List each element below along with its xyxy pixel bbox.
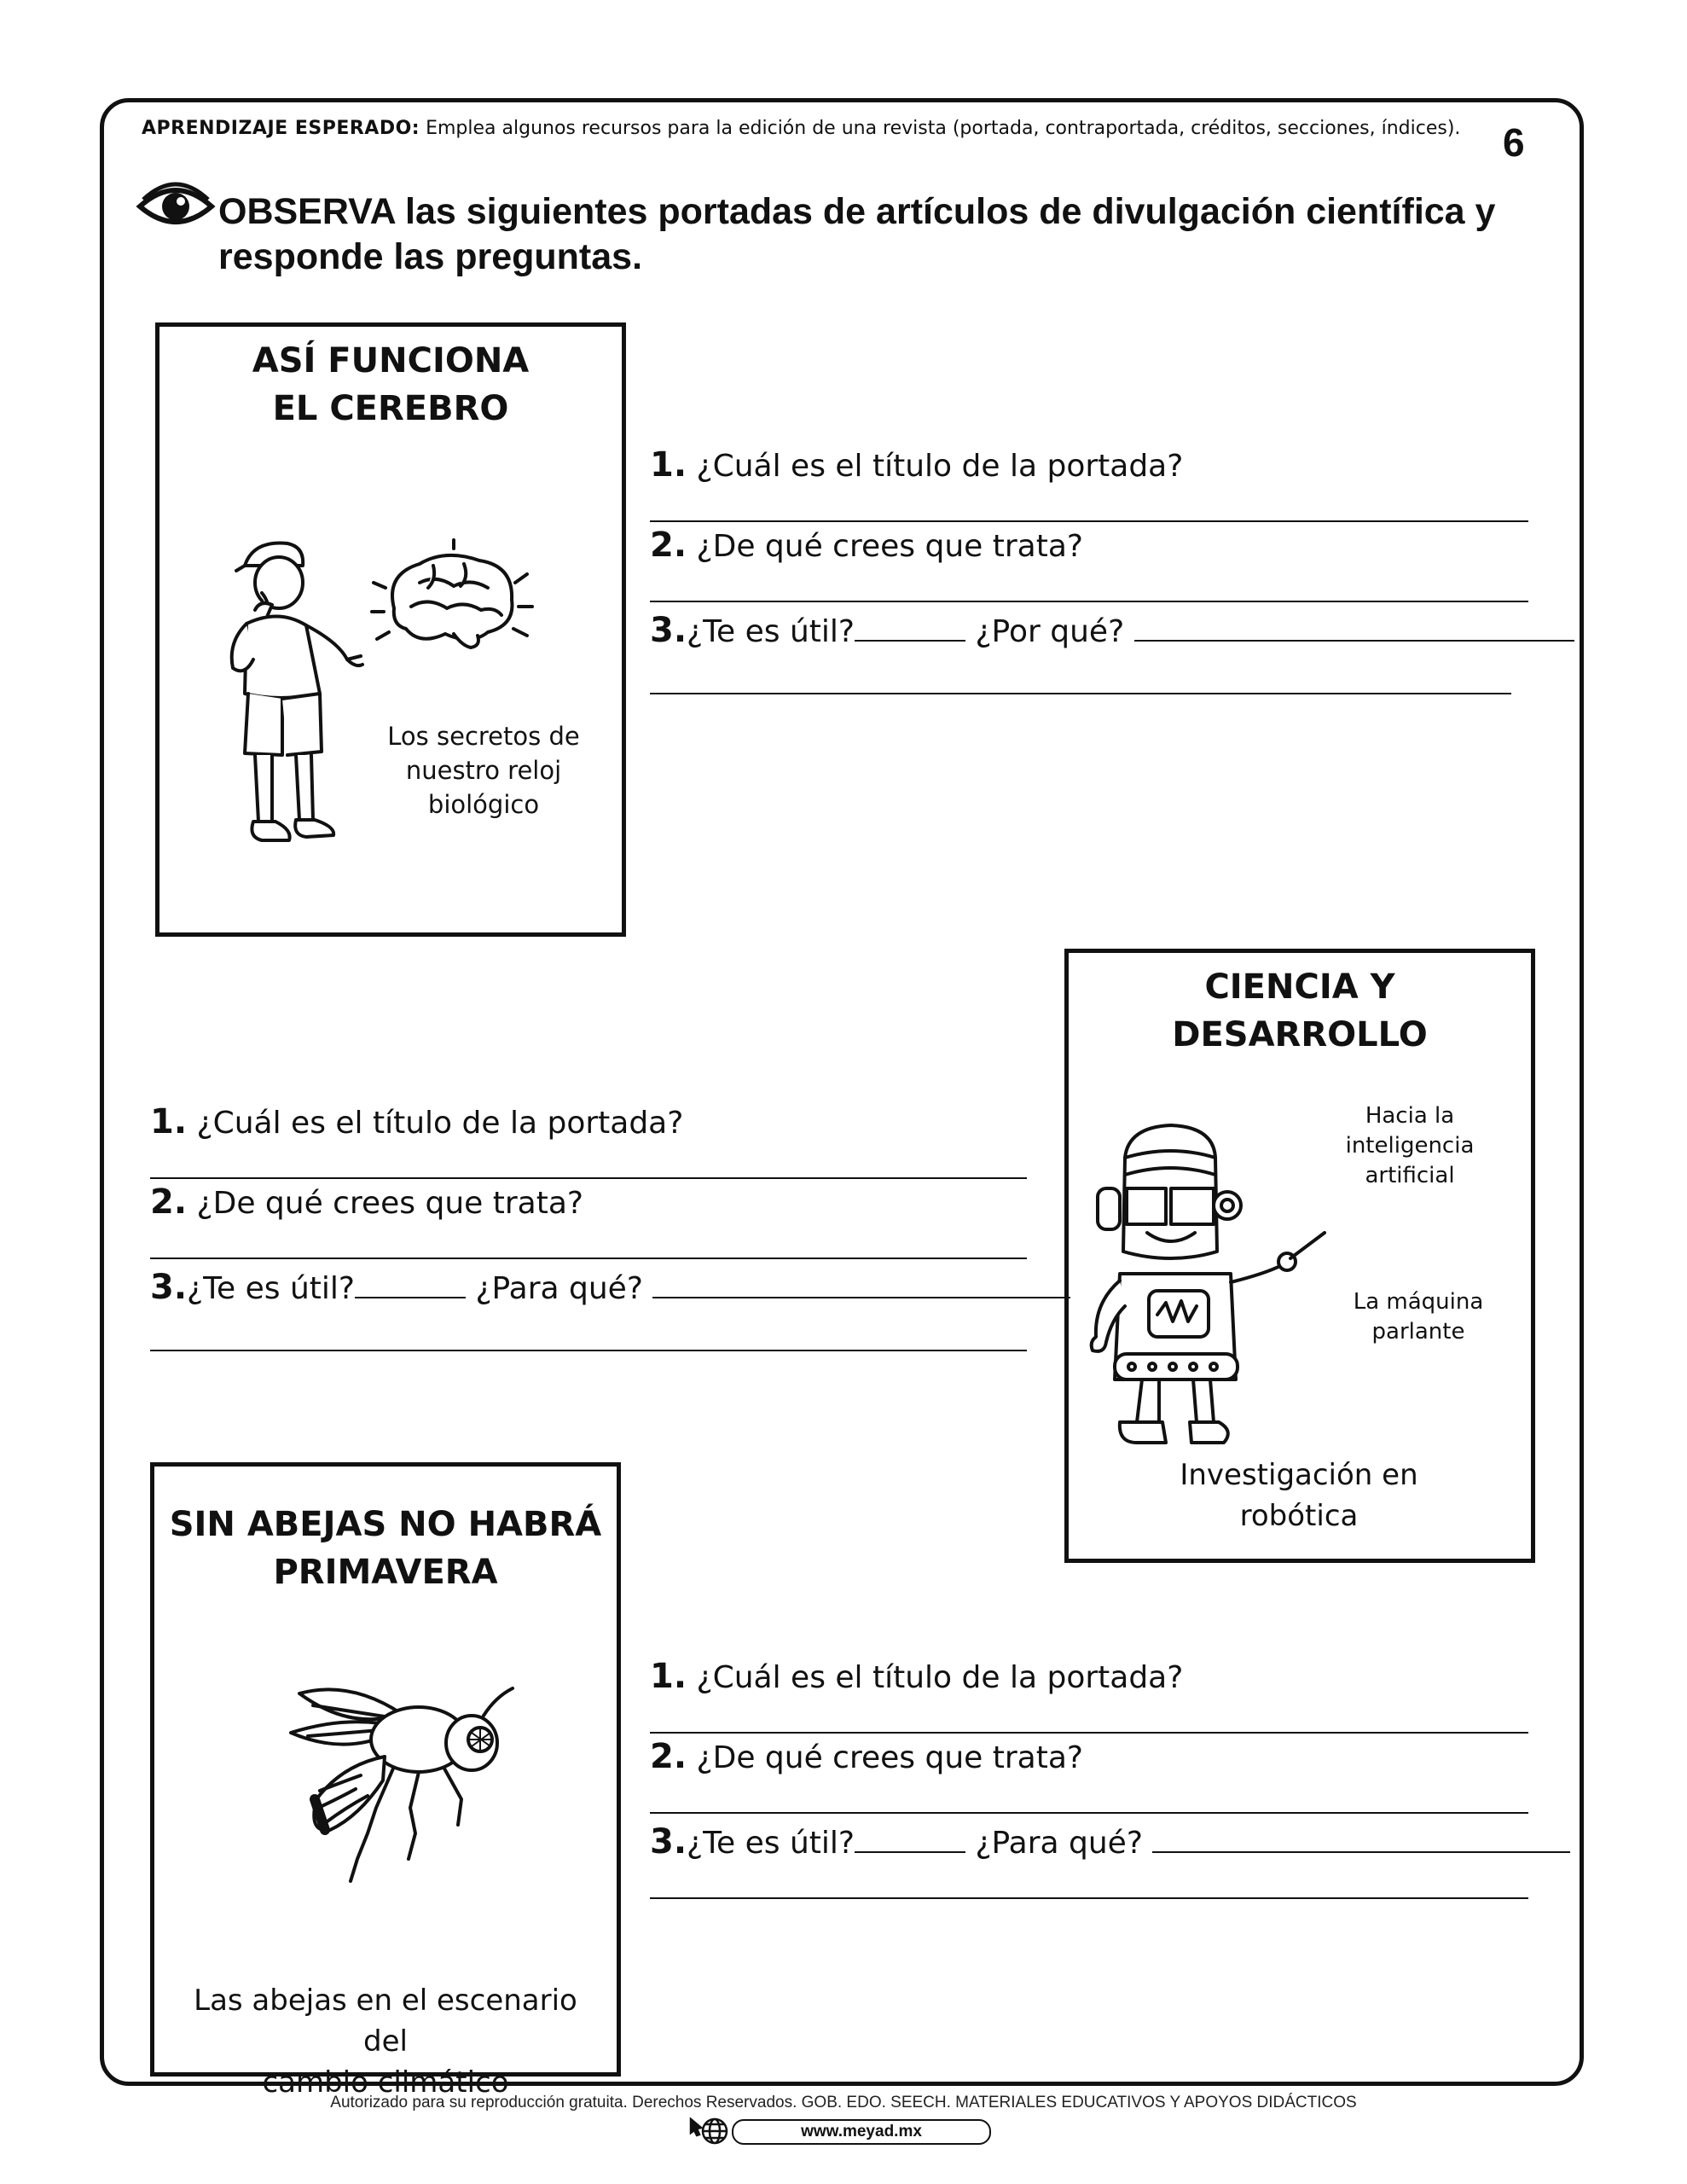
question-3: 3.¿Te es útil? ¿Por qué? [650,611,1574,650]
cover-subtitle-line: Los secretos de [387,722,580,751]
question-2: 2. ¿De qué crees que trata? [650,1737,1083,1776]
cover-card-robot [1064,949,1535,1563]
answer-line[interactable] [650,693,1511,694]
question-3: 3.¿Te es útil? ¿Para qué? [150,1268,1070,1307]
answer-line[interactable] [650,601,1528,602]
cover-title [1069,963,1531,1059]
eye-icon [136,181,215,232]
answer-blank[interactable] [855,1850,965,1853]
cover-title-line: CIENCIA Y [1204,967,1395,1007]
answer-line[interactable] [150,1350,1027,1351]
cover-subtitle-line: Hacia la [1365,1103,1455,1129]
cover-subtitle-line: inteligencia [1345,1133,1475,1159]
answer-blank[interactable] [355,1296,466,1298]
answer-line[interactable] [650,520,1528,522]
cover-title-line: EL CEREBRO [272,389,509,428]
instruction-text: OBSERVA las siguientes portadas de artículos de divulgación científica y responde las preguntas. [218,191,1496,277]
cover-title [154,1501,617,1596]
cover-card-bees [150,1462,621,2100]
boy-thinking-illustration [211,531,364,873]
question-2: 2. ¿De qué crees que trata? [150,1182,583,1222]
page-number: 6 [1503,120,1525,165]
cover-subtitle-line: Las abejas en el escenario del [194,1984,577,2059]
cover-title-line: DESARROLLO [1172,1015,1428,1054]
answer-blank[interactable] [652,1296,1070,1298]
brain-icon [368,540,539,668]
cover-subtitle-line: nuestro reloj biológico [405,756,562,819]
answer-blank[interactable] [1134,639,1574,642]
question-1: 1. ¿Cuál es el título de la portada? [650,1657,1184,1696]
cover-subtitle-line: Investigación en [1180,1458,1418,1492]
answer-blank[interactable] [1152,1850,1570,1853]
cover-title-line: PRIMAVERA [273,1553,498,1592]
cover-subtitle-line: parlante [1371,1319,1465,1345]
cover-title-line: ASÍ FUNCIONA [252,341,530,380]
cover-subtitle [168,1980,603,2103]
cover-subtitle-line: artificial [1365,1163,1455,1188]
cover-subtitle-line: La máquina [1353,1289,1484,1315]
cover-subtitle [1325,1101,1495,1191]
learning-objective-text: Emplea algunos recursos para la edición de una revista (portada, contraportada, créditos, secciones, índices). [426,118,1461,139]
question-3: 3.¿Te es útil? ¿Para qué? [650,1822,1570,1862]
globe-cursor-icon [689,2116,730,2146]
learning-objective [142,118,1460,139]
website-link[interactable]: www.meyad.mx [732,2119,991,2145]
cover-subtitle-line: robótica [1239,1499,1359,1533]
cover-subtitle [1180,1455,1418,1536]
learning-objective-label: APRENDIZAJE ESPERADO: [142,118,420,139]
bee-illustration [282,1680,521,1885]
cover-subtitle-line: cambio climático [262,2065,509,2100]
question-1: 1. ¿Cuál es el título de la portada? [150,1102,684,1141]
question-1: 1. ¿Cuál es el título de la portada? [650,445,1184,485]
cover-title-line: SIN ABEJAS NO HABRÁ [169,1505,602,1544]
answer-blank[interactable] [855,639,965,642]
answer-line[interactable] [650,1812,1528,1814]
cover-subtitle [347,719,620,822]
cover-title [159,337,622,433]
answer-line[interactable] [650,1897,1528,1899]
cover-subtitle [1333,1287,1504,1347]
answer-line[interactable] [150,1258,1027,1259]
robot-illustration [1077,1124,1333,1456]
answer-line[interactable] [150,1177,1027,1179]
cover-card-brain [155,322,626,937]
question-2: 2. ¿De qué crees que trata? [650,526,1083,565]
footer-copyright: Autorizado para su reproducción gratuita. Derechos Reservados. GOB. EDO. SEECH. MATERIALES EDUCATIVOS Y APOYOS DIDÁCTICOS [330,2094,1357,2111]
answer-line[interactable] [650,1732,1528,1734]
